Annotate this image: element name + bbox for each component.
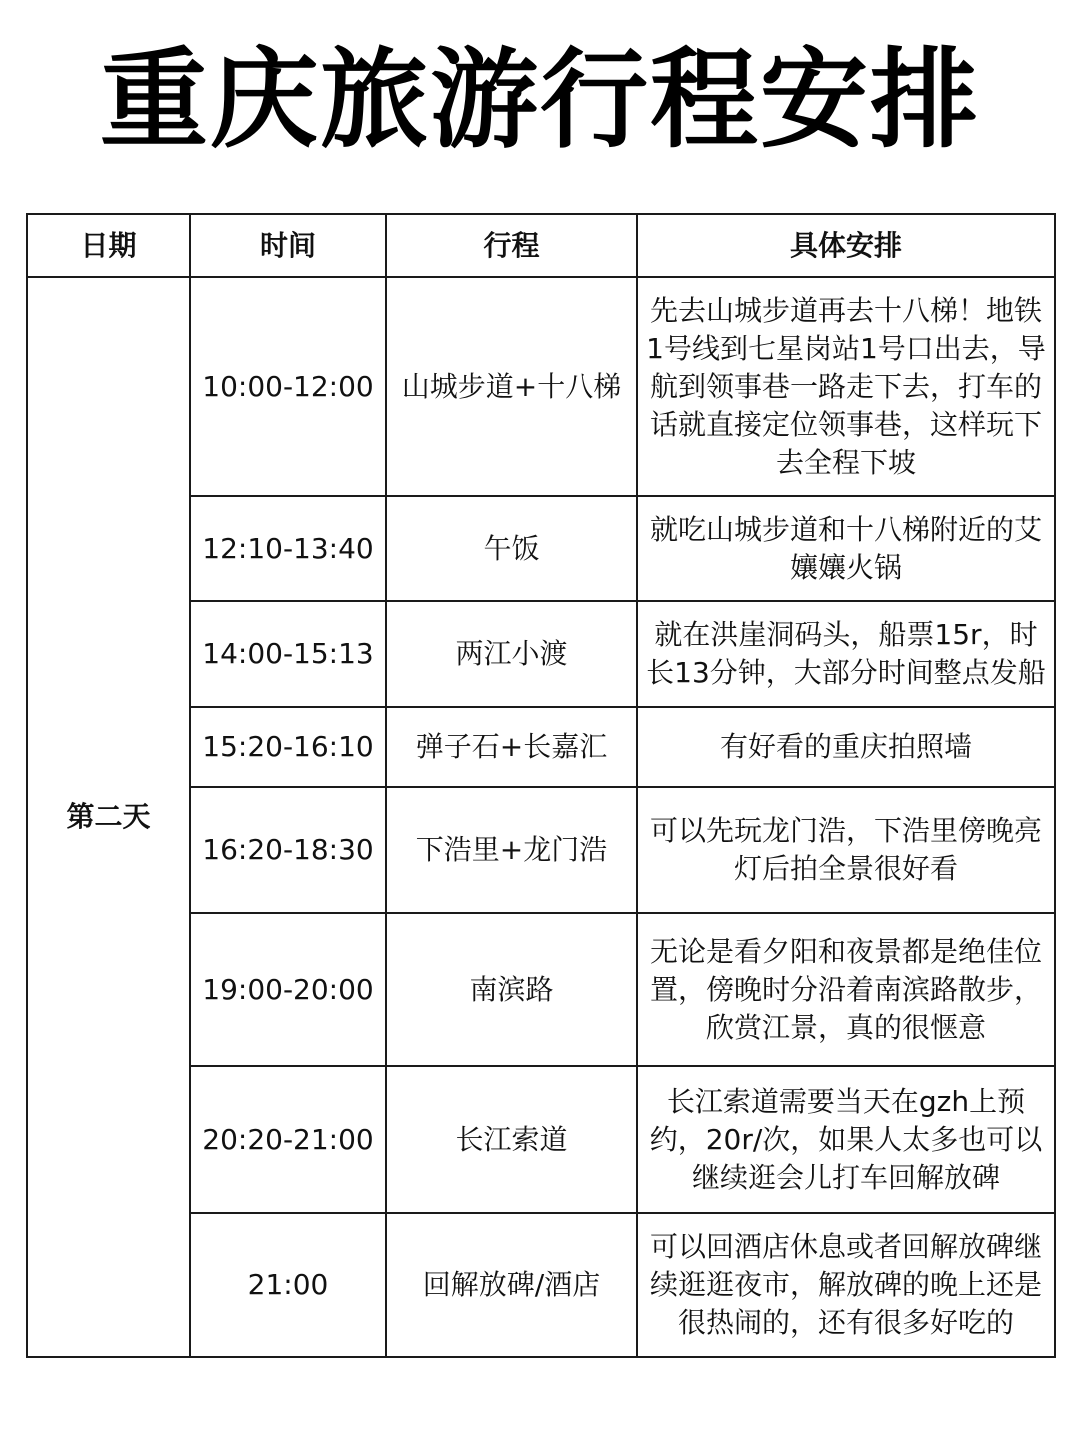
time-cell: 21:00 — [190, 1213, 386, 1357]
detail-cell: 长江索道需要当天在gzh上预约，20r/次，如果人太多也可以继续逛会儿打车回解放碑 — [637, 1066, 1055, 1213]
page-title: 重庆旅游行程安排 — [99, 38, 980, 163]
time-cell: 20:20-21:00 — [190, 1066, 386, 1213]
time-cell: 19:00-20:00 — [190, 913, 386, 1066]
place-cell: 两江小渡 — [386, 601, 637, 707]
time-cell: 16:20-18:30 — [190, 787, 386, 913]
time-cell: 12:10-13:40 — [190, 496, 386, 601]
place-cell: 回解放碑/酒店 — [386, 1213, 637, 1357]
place-cell: 弹子石+长嘉汇 — [386, 707, 637, 787]
header-itinerary: 行程 — [386, 214, 637, 277]
detail-cell: 就吃山城步道和十八梯附近的艾孃孃火锅 — [637, 496, 1055, 601]
time-cell: 15:20-16:10 — [190, 707, 386, 787]
detail-cell: 先去山城步道再去十八梯！地铁1号线到七星岗站1号口出去，导航到领事巷一路走下去，打车的话就直接定位领事巷，这样玩下去全程下坡 — [637, 277, 1055, 496]
table-row — [27, 277, 1055, 496]
table-header-row — [27, 214, 1055, 277]
place-cell: 山城步道+十八梯 — [386, 277, 637, 496]
header-time: 时间 — [190, 214, 386, 277]
header-details: 具体安排 — [637, 214, 1055, 277]
day-cell: 第二天 — [27, 277, 190, 1357]
detail-cell: 可以回酒店休息或者回解放碑继续逛逛夜市，解放碑的晚上还是很热闹的，还有很多好吃的 — [637, 1213, 1055, 1357]
time-cell: 14:00-15:13 — [190, 601, 386, 707]
place-cell: 午饭 — [386, 496, 637, 601]
detail-cell: 无论是看夕阳和夜景都是绝佳位置，傍晚时分沿着南滨路散步，欣赏江景，真的很惬意 — [637, 913, 1055, 1066]
place-cell: 南滨路 — [386, 913, 637, 1066]
time-cell: 10:00-12:00 — [190, 277, 386, 496]
detail-cell: 就在洪崖洞码头，船票15r，时长13分钟，大部分时间整点发船 — [637, 601, 1055, 707]
place-cell: 下浩里+龙门浩 — [386, 787, 637, 913]
detail-cell: 可以先玩龙门浩，下浩里傍晚亮灯后拍全景很好看 — [637, 787, 1055, 913]
itinerary-table — [26, 213, 1056, 1358]
header-date: 日期 — [27, 214, 190, 277]
place-cell: 长江索道 — [386, 1066, 637, 1213]
detail-cell: 有好看的重庆拍照墙 — [637, 707, 1055, 787]
